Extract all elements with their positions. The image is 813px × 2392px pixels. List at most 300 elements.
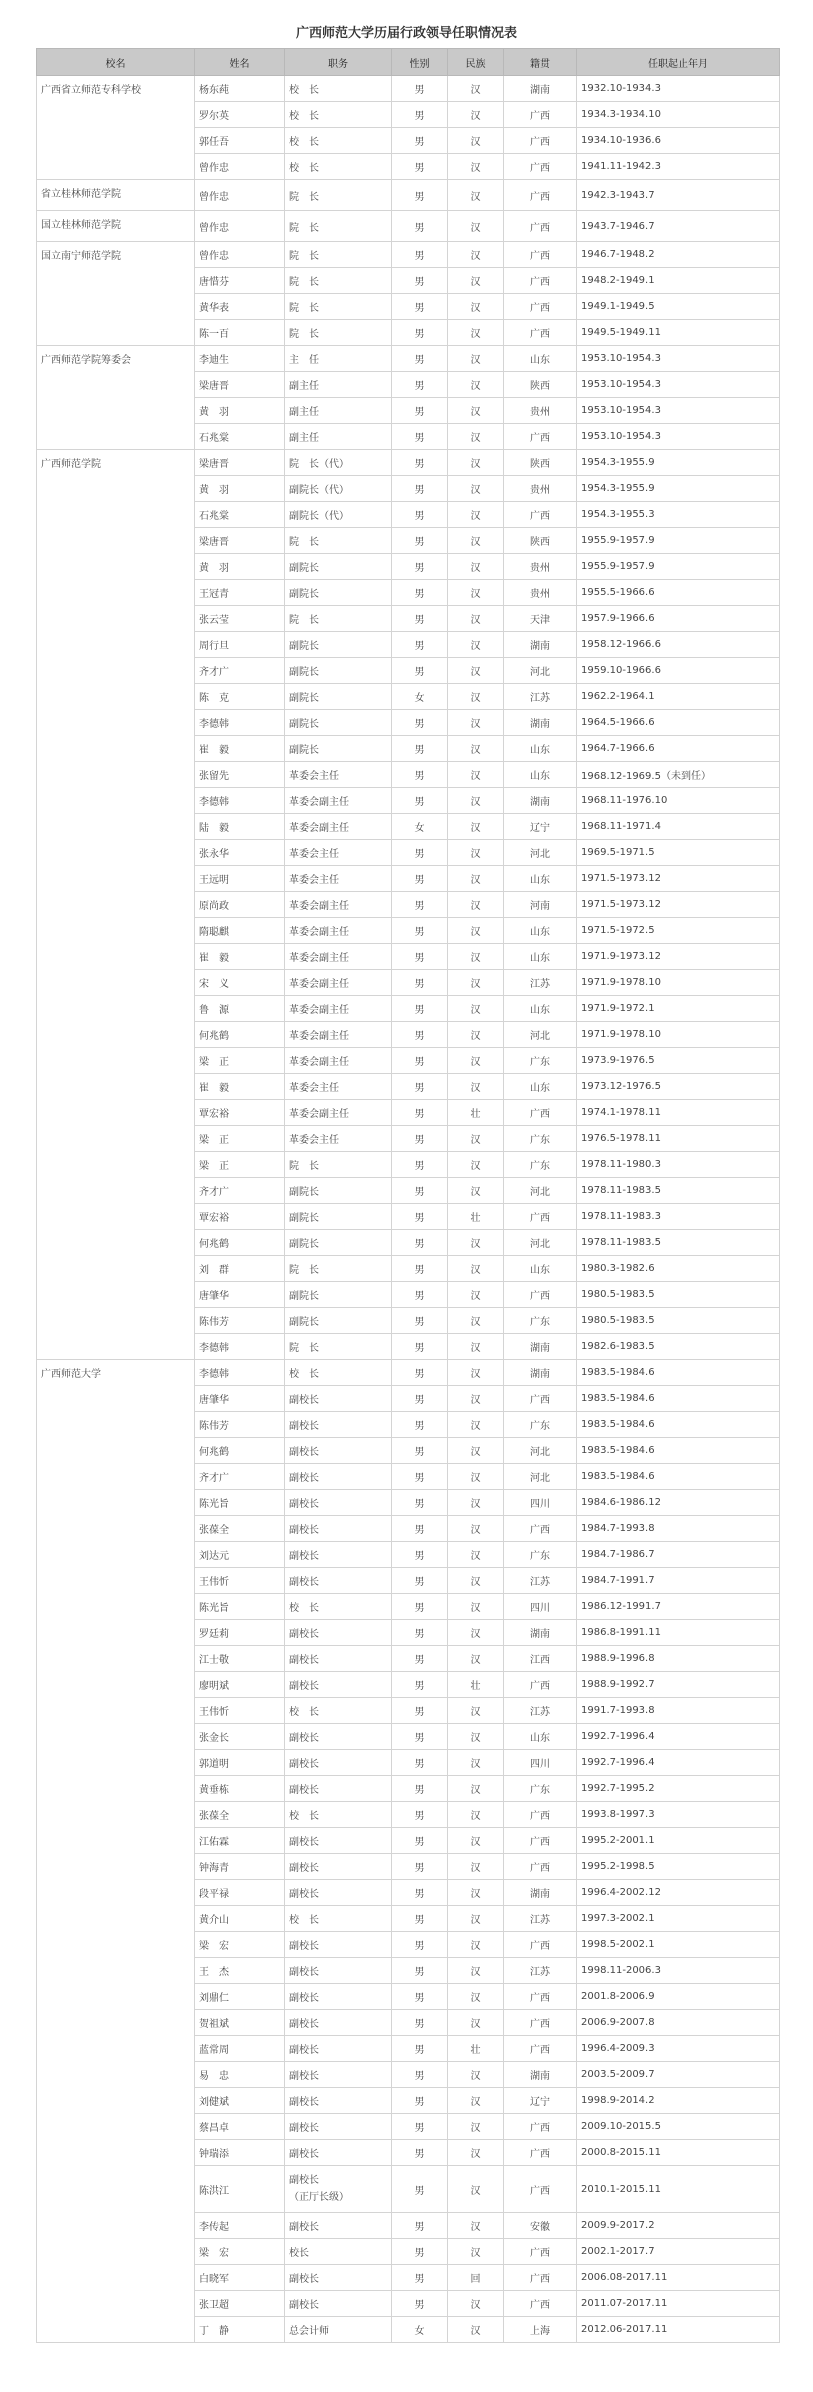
term-cell: 1984.6-1986.12: [577, 1490, 780, 1516]
ethnicity-cell: 汉: [448, 580, 504, 606]
ethnicity-cell: 汉: [448, 840, 504, 866]
leader-name-cell: 梁 正: [195, 1152, 285, 1178]
table-row: [37, 211, 780, 242]
native-place-cell: 广西: [504, 1828, 577, 1854]
leader-name-cell: 石兆棠: [195, 502, 285, 528]
leader-name-cell: 张留先: [195, 762, 285, 788]
gender-cell: 男: [392, 294, 448, 320]
native-place-cell: 广东: [504, 1412, 577, 1438]
term-cell: 2009.10-2015.5: [577, 2114, 780, 2140]
leader-name-cell: 陈光旨: [195, 1490, 285, 1516]
leader-name-cell: 梁唐晋: [195, 372, 285, 398]
native-place-cell: 四川: [504, 1750, 577, 1776]
leader-name-cell: 唐肇华: [195, 1282, 285, 1308]
native-place-cell: 山东: [504, 918, 577, 944]
leader-name-cell: 白晓军: [195, 2265, 285, 2291]
gender-cell: 男: [392, 398, 448, 424]
leader-name-cell: 李德韩: [195, 1334, 285, 1360]
position-cell: 副校长: [285, 2088, 392, 2114]
ethnicity-cell: 汉: [448, 606, 504, 632]
ethnicity-cell: 汉: [448, 1438, 504, 1464]
leader-name-cell: 郭道明: [195, 1750, 285, 1776]
term-cell: 1953.10-1954.3: [577, 372, 780, 398]
position-cell: 院 长: [285, 1256, 392, 1282]
native-place-cell: 山东: [504, 1724, 577, 1750]
gender-cell: 男: [392, 866, 448, 892]
position-cell: 副校长: [285, 2265, 392, 2291]
leader-name-cell: 崔 毅: [195, 736, 285, 762]
term-cell: 2003.5-2009.7: [577, 2062, 780, 2088]
ethnicity-cell: 汉: [448, 1802, 504, 1828]
position-cell: 院 长: [285, 606, 392, 632]
position-cell: 校 长: [285, 76, 392, 102]
column-header-term: 任职起止年月: [577, 49, 780, 76]
gender-cell: 男: [392, 211, 448, 242]
leader-name-cell: 黄介山: [195, 1906, 285, 1932]
gender-cell: 男: [392, 1178, 448, 1204]
leader-name-cell: 江佑霖: [195, 1828, 285, 1854]
ethnicity-cell: 汉: [448, 1854, 504, 1880]
position-cell: 院 长: [285, 320, 392, 346]
term-cell: 1984.7-1991.7: [577, 1568, 780, 1594]
term-cell: 2011.07-2017.11: [577, 2291, 780, 2317]
native-place-cell: 湖南: [504, 76, 577, 102]
gender-cell: 男: [392, 76, 448, 102]
ethnicity-cell: 汉: [448, 1646, 504, 1672]
term-cell: 1934.3-1934.10: [577, 102, 780, 128]
gender-cell: 男: [392, 2166, 448, 2213]
position-cell: 院 长: [285, 268, 392, 294]
ethnicity-cell: 汉: [448, 1464, 504, 1490]
term-cell: 1949.1-1949.5: [577, 294, 780, 320]
native-place-cell: 河北: [504, 658, 577, 684]
position-cell: 副校长: [285, 1750, 392, 1776]
leader-name-cell: 黄 羽: [195, 554, 285, 580]
position-cell: 革委会主任: [285, 1126, 392, 1152]
position-cell: 校 长: [285, 102, 392, 128]
ethnicity-cell: 汉: [448, 1256, 504, 1282]
ethnicity-cell: 汉: [448, 1360, 504, 1386]
native-place-cell: 贵州: [504, 398, 577, 424]
ethnicity-cell: 汉: [448, 1152, 504, 1178]
leader-name-cell: 梁 宏: [195, 2239, 285, 2265]
position-cell: 校 长: [285, 154, 392, 180]
term-cell: 1976.5-1978.11: [577, 1126, 780, 1152]
native-place-cell: 湖南: [504, 2062, 577, 2088]
native-place-cell: 湖南: [504, 632, 577, 658]
ethnicity-cell: 壮: [448, 1100, 504, 1126]
ethnicity-cell: 汉: [448, 1230, 504, 1256]
native-place-cell: 河北: [504, 1230, 577, 1256]
term-cell: 1998.11-2006.3: [577, 1958, 780, 1984]
gender-cell: 男: [392, 1750, 448, 1776]
gender-cell: 男: [392, 1802, 448, 1828]
term-cell: 1995.2-2001.1: [577, 1828, 780, 1854]
term-cell: 1998.5-2002.1: [577, 1932, 780, 1958]
gender-cell: 男: [392, 128, 448, 154]
ethnicity-cell: 壮: [448, 1672, 504, 1698]
gender-cell: 男: [392, 1386, 448, 1412]
column-header-name: 姓名: [195, 49, 285, 76]
gender-cell: 男: [392, 2088, 448, 2114]
term-cell: 1953.10-1954.3: [577, 346, 780, 372]
ethnicity-cell: 汉: [448, 424, 504, 450]
term-cell: 1968.11-1971.4: [577, 814, 780, 840]
term-cell: 1980.5-1983.5: [577, 1282, 780, 1308]
term-cell: 1964.5-1966.6: [577, 710, 780, 736]
native-place-cell: 广西: [504, 2265, 577, 2291]
gender-cell: 男: [392, 1048, 448, 1074]
term-cell: 1992.7-1995.2: [577, 1776, 780, 1802]
term-cell: 1971.9-1972.1: [577, 996, 780, 1022]
gender-cell: 男: [392, 580, 448, 606]
position-cell: 革委会主任: [285, 840, 392, 866]
leader-name-cell: 覃宏裕: [195, 1100, 285, 1126]
term-cell: 1984.7-1993.8: [577, 1516, 780, 1542]
gender-cell: 男: [392, 1672, 448, 1698]
leader-name-cell: 杨东莼: [195, 76, 285, 102]
gender-cell: 男: [392, 346, 448, 372]
ethnicity-cell: 汉: [448, 996, 504, 1022]
native-place-cell: 湖南: [504, 710, 577, 736]
leader-name-cell: 张葆全: [195, 1802, 285, 1828]
position-cell: 革委会副主任: [285, 918, 392, 944]
ethnicity-cell: 汉: [448, 398, 504, 424]
position-cell: 副院长: [285, 658, 392, 684]
native-place-cell: 江苏: [504, 684, 577, 710]
gender-cell: 男: [392, 2265, 448, 2291]
gender-cell: 女: [392, 684, 448, 710]
gender-cell: 男: [392, 2291, 448, 2317]
position-cell: 革委会副主任: [285, 788, 392, 814]
ethnicity-cell: 汉: [448, 1880, 504, 1906]
ethnicity-cell: 汉: [448, 1022, 504, 1048]
leader-name-cell: 张云莹: [195, 606, 285, 632]
position-cell: 校 长: [285, 1906, 392, 1932]
gender-cell: 男: [392, 762, 448, 788]
term-cell: 1978.11-1980.3: [577, 1152, 780, 1178]
leader-name-cell: 曾作忠: [195, 180, 285, 211]
native-place-cell: 陕西: [504, 372, 577, 398]
leader-name-cell: 梁唐晋: [195, 450, 285, 476]
native-place-cell: 安徽: [504, 2213, 577, 2239]
leader-name-cell: 崔 毅: [195, 944, 285, 970]
ethnicity-cell: 汉: [448, 242, 504, 268]
ethnicity-cell: 汉: [448, 1490, 504, 1516]
gender-cell: 男: [392, 1828, 448, 1854]
term-cell: 2006.9-2007.8: [577, 2010, 780, 2036]
leader-name-cell: 陈 克: [195, 684, 285, 710]
position-cell: 革委会主任: [285, 866, 392, 892]
native-place-cell: 广东: [504, 1152, 577, 1178]
ethnicity-cell: 汉: [448, 1412, 504, 1438]
leader-name-cell: 原尚政: [195, 892, 285, 918]
position-cell: 副院长: [285, 684, 392, 710]
position-cell: 总会计师: [285, 2317, 392, 2343]
native-place-cell: 广西: [504, 1282, 577, 1308]
school-name-cell: 国立南宁师范学院: [37, 242, 195, 346]
position-cell: 副校长: [285, 2036, 392, 2062]
leader-name-cell: 陈一百: [195, 320, 285, 346]
term-cell: 1942.3-1943.7: [577, 180, 780, 211]
leader-name-cell: 齐才广: [195, 658, 285, 684]
native-place-cell: 广西: [504, 2166, 577, 2213]
leader-name-cell: 张卫超: [195, 2291, 285, 2317]
native-place-cell: 江西: [504, 1646, 577, 1672]
leader-name-cell: 鲁 源: [195, 996, 285, 1022]
native-place-cell: 山东: [504, 866, 577, 892]
ethnicity-cell: 汉: [448, 476, 504, 502]
gender-cell: 男: [392, 2114, 448, 2140]
leader-name-cell: 罗尔英: [195, 102, 285, 128]
leader-name-cell: 李德韩: [195, 788, 285, 814]
ethnicity-cell: 汉: [448, 1126, 504, 1152]
term-cell: 1983.5-1984.6: [577, 1464, 780, 1490]
gender-cell: 女: [392, 2317, 448, 2343]
ethnicity-cell: 汉: [448, 2088, 504, 2114]
native-place-cell: 广西: [504, 2036, 577, 2062]
gender-cell: 男: [392, 1204, 448, 1230]
position-cell: 校 长: [285, 1802, 392, 1828]
table-header-row: [37, 49, 780, 76]
leader-name-cell: 李德韩: [195, 710, 285, 736]
term-cell: 2009.9-2017.2: [577, 2213, 780, 2239]
ethnicity-cell: 汉: [448, 2239, 504, 2265]
gender-cell: 男: [392, 242, 448, 268]
gender-cell: 男: [392, 710, 448, 736]
table-body: [37, 76, 780, 2343]
position-cell: 副校长: [285, 2114, 392, 2140]
native-place-cell: 广西: [504, 128, 577, 154]
gender-cell: 男: [392, 1308, 448, 1334]
native-place-cell: 贵州: [504, 554, 577, 580]
leader-name-cell: 黄华表: [195, 294, 285, 320]
position-cell: 革委会副主任: [285, 892, 392, 918]
native-place-cell: 广西: [504, 242, 577, 268]
ethnicity-cell: 汉: [448, 2317, 504, 2343]
leader-name-cell: 王伟忻: [195, 1568, 285, 1594]
leader-name-cell: 曾作忠: [195, 154, 285, 180]
gender-cell: 男: [392, 1958, 448, 1984]
ethnicity-cell: 汉: [448, 1828, 504, 1854]
leader-name-cell: 黄垂栋: [195, 1776, 285, 1802]
ethnicity-cell: 汉: [448, 710, 504, 736]
gender-cell: 男: [392, 1646, 448, 1672]
school-name-cell: 国立桂林师范学院: [37, 211, 195, 242]
leader-name-cell: 何兆鹤: [195, 1022, 285, 1048]
column-header-ethnicity: 民族: [448, 49, 504, 76]
leader-name-cell: 梁 宏: [195, 1932, 285, 1958]
ethnicity-cell: 汉: [448, 632, 504, 658]
native-place-cell: 河北: [504, 840, 577, 866]
term-cell: 1978.11-1983.5: [577, 1178, 780, 1204]
ethnicity-cell: 汉: [448, 1516, 504, 1542]
term-cell: 1991.7-1993.8: [577, 1698, 780, 1724]
ethnicity-cell: 汉: [448, 1620, 504, 1646]
native-place-cell: 湖南: [504, 1620, 577, 1646]
gender-cell: 男: [392, 1932, 448, 1958]
position-cell: 副校长: [285, 2062, 392, 2088]
native-place-cell: 广西: [504, 424, 577, 450]
native-place-cell: 陕西: [504, 450, 577, 476]
ethnicity-cell: 汉: [448, 268, 504, 294]
leader-name-cell: 丁 静: [195, 2317, 285, 2343]
gender-cell: 男: [392, 320, 448, 346]
ethnicity-cell: 汉: [448, 1178, 504, 1204]
leader-name-cell: 黄 羽: [195, 476, 285, 502]
native-place-cell: 广西: [504, 1984, 577, 2010]
leader-name-cell: 李传起: [195, 2213, 285, 2239]
table-row: [37, 180, 780, 211]
native-place-cell: 广西: [504, 1204, 577, 1230]
leader-name-cell: 罗廷莉: [195, 1620, 285, 1646]
term-cell: 1998.9-2014.2: [577, 2088, 780, 2114]
term-cell: 1973.9-1976.5: [577, 1048, 780, 1074]
native-place-cell: 广西: [504, 268, 577, 294]
position-cell: 院 长: [285, 294, 392, 320]
table-row: [37, 242, 780, 268]
native-place-cell: 广东: [504, 1126, 577, 1152]
ethnicity-cell: 汉: [448, 1776, 504, 1802]
leader-name-cell: 郭任吾: [195, 128, 285, 154]
school-name-cell: 广西师范学院: [37, 450, 195, 1360]
position-cell: 革委会副主任: [285, 814, 392, 840]
native-place-cell: 河北: [504, 1022, 577, 1048]
ethnicity-cell: 汉: [448, 502, 504, 528]
native-place-cell: 江苏: [504, 1568, 577, 1594]
position-cell: 副校长: [285, 1438, 392, 1464]
native-place-cell: 贵州: [504, 580, 577, 606]
gender-cell: 男: [392, 1698, 448, 1724]
ethnicity-cell: 汉: [448, 2291, 504, 2317]
leader-name-cell: 石兆棠: [195, 424, 285, 450]
ethnicity-cell: 汉: [448, 1386, 504, 1412]
term-cell: 1980.5-1983.5: [577, 1308, 780, 1334]
leader-name-cell: 张永华: [195, 840, 285, 866]
ethnicity-cell: 汉: [448, 450, 504, 476]
column-header-gender: 性别: [392, 49, 448, 76]
leader-name-cell: 刘鼎仁: [195, 1984, 285, 2010]
term-cell: 1971.5-1973.12: [577, 892, 780, 918]
term-cell: 1971.9-1978.10: [577, 1022, 780, 1048]
gender-cell: 男: [392, 1464, 448, 1490]
native-place-cell: 山东: [504, 736, 577, 762]
native-place-cell: 河南: [504, 892, 577, 918]
term-cell: 1962.2-1964.1: [577, 684, 780, 710]
leader-name-cell: 江士敬: [195, 1646, 285, 1672]
native-place-cell: 山东: [504, 1074, 577, 1100]
leader-name-cell: 钟海青: [195, 1854, 285, 1880]
position-cell: 副院长: [285, 1230, 392, 1256]
leader-name-cell: 贺祖斌: [195, 2010, 285, 2036]
term-cell: 1984.7-1986.7: [577, 1542, 780, 1568]
gender-cell: 男: [392, 2239, 448, 2265]
native-place-cell: 上海: [504, 2317, 577, 2343]
term-cell: 1993.8-1997.3: [577, 1802, 780, 1828]
ethnicity-cell: 汉: [448, 1750, 504, 1776]
position-cell: 副校长: [285, 1672, 392, 1698]
position-cell: 校 长: [285, 1594, 392, 1620]
leader-name-cell: 王 杰: [195, 1958, 285, 1984]
leader-name-cell: 隋聪麒: [195, 918, 285, 944]
position-cell: 副校长: [285, 2010, 392, 2036]
gender-cell: 男: [392, 1880, 448, 1906]
gender-cell: 男: [392, 1256, 448, 1282]
ethnicity-cell: 汉: [448, 2166, 504, 2213]
position-cell: 副院长: [285, 1308, 392, 1334]
native-place-cell: 辽宁: [504, 2088, 577, 2114]
leader-name-cell: 蓝常周: [195, 2036, 285, 2062]
term-cell: 1971.9-1973.12: [577, 944, 780, 970]
leader-name-cell: 易 忠: [195, 2062, 285, 2088]
ethnicity-cell: 汉: [448, 2062, 504, 2088]
school-name-cell: 广西省立师范专科学校: [37, 76, 195, 180]
native-place-cell: 河北: [504, 1438, 577, 1464]
gender-cell: 男: [392, 918, 448, 944]
position-cell: 副校长: [285, 2291, 392, 2317]
native-place-cell: 广西: [504, 1100, 577, 1126]
native-place-cell: 广西: [504, 1932, 577, 1958]
ethnicity-cell: 壮: [448, 1204, 504, 1230]
term-cell: 1986.12-1991.7: [577, 1594, 780, 1620]
term-cell: 1957.9-1966.6: [577, 606, 780, 632]
native-place-cell: 江苏: [504, 1698, 577, 1724]
leader-name-cell: 陈光旨: [195, 1594, 285, 1620]
leader-name-cell: 曾作忠: [195, 242, 285, 268]
native-place-cell: 广西: [504, 294, 577, 320]
ethnicity-cell: 汉: [448, 1334, 504, 1360]
gender-cell: 男: [392, 476, 448, 502]
position-cell: 院 长: [285, 1334, 392, 1360]
ethnicity-cell: 汉: [448, 866, 504, 892]
ethnicity-cell: 汉: [448, 788, 504, 814]
leader-name-cell: 崔 毅: [195, 1074, 285, 1100]
native-place-cell: 广东: [504, 1048, 577, 1074]
gender-cell: 男: [392, 2062, 448, 2088]
leader-name-cell: 陈伟芳: [195, 1412, 285, 1438]
leader-name-cell: 陈洪江: [195, 2166, 285, 2213]
position-cell: 副校长: [285, 1984, 392, 2010]
ethnicity-cell: 汉: [448, 762, 504, 788]
ethnicity-cell: 汉: [448, 1698, 504, 1724]
gender-cell: 男: [392, 2036, 448, 2062]
native-place-cell: 广西: [504, 180, 577, 211]
ethnicity-cell: 汉: [448, 180, 504, 211]
native-place-cell: 广东: [504, 1776, 577, 1802]
gender-cell: 男: [392, 1724, 448, 1750]
term-cell: 2012.06-2017.11: [577, 2317, 780, 2343]
ethnicity-cell: 汉: [448, 892, 504, 918]
gender-cell: 男: [392, 2213, 448, 2239]
native-place-cell: 湖南: [504, 788, 577, 814]
term-cell: 1946.7-1948.2: [577, 242, 780, 268]
native-place-cell: 江苏: [504, 970, 577, 996]
position-cell: 副校长: [285, 1880, 392, 1906]
term-cell: 1934.10-1936.6: [577, 128, 780, 154]
position-cell: 副校长: [285, 1828, 392, 1854]
native-place-cell: 江苏: [504, 1906, 577, 1932]
leader-name-cell: 蔡昌卓: [195, 2114, 285, 2140]
ethnicity-cell: 汉: [448, 1958, 504, 1984]
ethnicity-cell: 汉: [448, 294, 504, 320]
position-cell: 院 长: [285, 180, 392, 211]
native-place-cell: 湖南: [504, 1334, 577, 1360]
term-cell: 1971.5-1973.12: [577, 866, 780, 892]
native-place-cell: 广东: [504, 1542, 577, 1568]
gender-cell: 男: [392, 1542, 448, 1568]
school-name-cell: 广西师范大学: [37, 1360, 195, 2343]
gender-cell: 男: [392, 102, 448, 128]
